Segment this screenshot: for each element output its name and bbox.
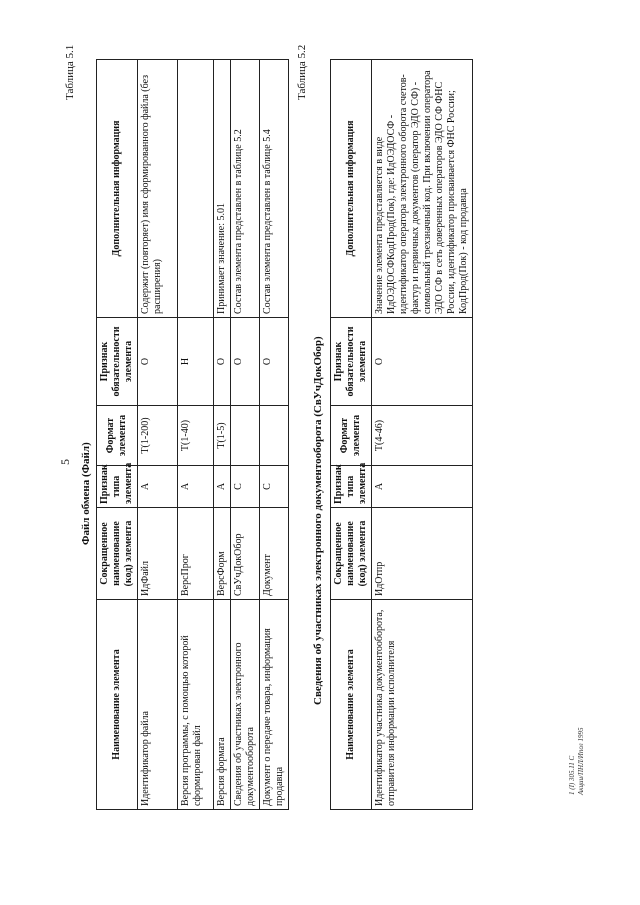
cell-format: T(1-200) — [138, 406, 178, 466]
cell-type: А — [372, 466, 473, 508]
header-additional-info: Дополнительная информация — [331, 60, 372, 318]
table-row — [372, 60, 473, 810]
header-obligation: Признак обязательности элемента — [331, 318, 372, 406]
header-element-name: Наименование элемента — [97, 600, 138, 810]
header-type: Признак типа элемента — [97, 466, 138, 508]
cell-info: Принимает значение: 5.01 — [214, 60, 231, 318]
table-row — [231, 60, 260, 810]
cell-code: ВерсПрог — [178, 508, 214, 600]
table-header-row — [97, 60, 138, 810]
cell-info: Состав элемента представлен в таблице 5.2 — [231, 60, 260, 318]
header-obligation: Признак обязательности элемента — [97, 318, 138, 406]
table-5-2-title: Сведения об участниках электронного документооборота (СвУчДокОбор) — [312, 336, 324, 705]
table-row — [138, 60, 178, 810]
cell-obligation: О — [372, 318, 473, 406]
header-element-name: Наименование элемента — [331, 600, 372, 810]
cell-code: ИдФайл — [138, 508, 178, 600]
cell-name: Версия программы, с помощью которой сформирован файл — [178, 600, 214, 810]
document-stamp — [568, 728, 586, 795]
cell-info: Состав элемента представлен в таблице 5.4 — [260, 60, 289, 318]
cell-name: Идентификатор файла — [138, 600, 178, 810]
stamp-line-2: Акции/ПНЛ/Ипол 1995 — [577, 727, 585, 795]
table-5-1 — [96, 59, 289, 810]
table-row — [178, 60, 214, 810]
table-row — [214, 60, 231, 810]
cell-name: Версия формата — [214, 600, 231, 810]
cell-name: Сведения об участниках электронного документооборота — [231, 600, 260, 810]
table-header-row — [331, 60, 372, 810]
cell-name: Документ о передаче товара, информация продавца — [260, 600, 289, 810]
cell-code: СвУчДокОбор — [231, 508, 260, 600]
header-format: Формат элемента — [331, 406, 372, 466]
cell-type: С — [260, 466, 289, 508]
cell-type: А — [138, 466, 178, 508]
table-5-2-caption: Таблица 5.2 — [296, 44, 308, 100]
cell-info: Значение элемента представляется в виде ИдОЭДОСФКодПрод(Пок), где: ИдОЭДОСФ - идентификатор оператора электронного оборота счетов-фактур и первичных документов (оператор ЭДО СФ) - символьный трехзначный код. При включении оператора ЭДО СФ в сеть доверенных операторов ЭДО СФ ФНС России, идентификатор присваивается ФНС России; КодПрод(Пок) - код продавца — [372, 60, 473, 318]
cell-info — [178, 60, 214, 318]
cell-code: ВерсФорм — [214, 508, 231, 600]
cell-format — [231, 406, 260, 466]
cell-format: T(4-46) — [372, 406, 473, 466]
cell-obligation: О — [231, 318, 260, 406]
cell-obligation: О — [138, 318, 178, 406]
table-row — [260, 60, 289, 810]
cell-type: А — [178, 466, 214, 508]
cell-obligation: О — [214, 318, 231, 406]
cell-code: Документ — [260, 508, 289, 600]
header-short-name: Сокращенное наименование (код) элемента — [97, 508, 138, 600]
cell-type: С — [231, 466, 260, 508]
cell-code: ИдОтпр — [372, 508, 473, 600]
page-number: 5 — [58, 459, 72, 465]
cell-obligation: О — [260, 318, 289, 406]
header-short-name: Сокращенное наименование (код) элемента — [331, 508, 372, 600]
table-5-1-caption: Таблица 5.1 — [64, 44, 76, 100]
stamp-line-1: 1 (I) 305.11 С — [568, 755, 576, 795]
cell-obligation: Н — [178, 318, 214, 406]
cell-info: Содержит (повторяет) имя сформированного файла (без расширения) — [138, 60, 178, 318]
header-type: Признак типа элемента — [331, 466, 372, 508]
cell-name: Идентификатор участника документооборота, отправителя информации исполнителя — [372, 600, 473, 810]
cell-type: А — [214, 466, 231, 508]
cell-format: T(1-40) — [178, 406, 214, 466]
header-format: Формат элемента — [97, 406, 138, 466]
cell-format — [260, 406, 289, 466]
table-5-1-title: Файл обмена (Файл) — [80, 442, 92, 545]
header-additional-info: Дополнительная информация — [97, 60, 138, 318]
cell-format: T(1-5) — [214, 406, 231, 466]
table-5-2 — [330, 59, 473, 810]
